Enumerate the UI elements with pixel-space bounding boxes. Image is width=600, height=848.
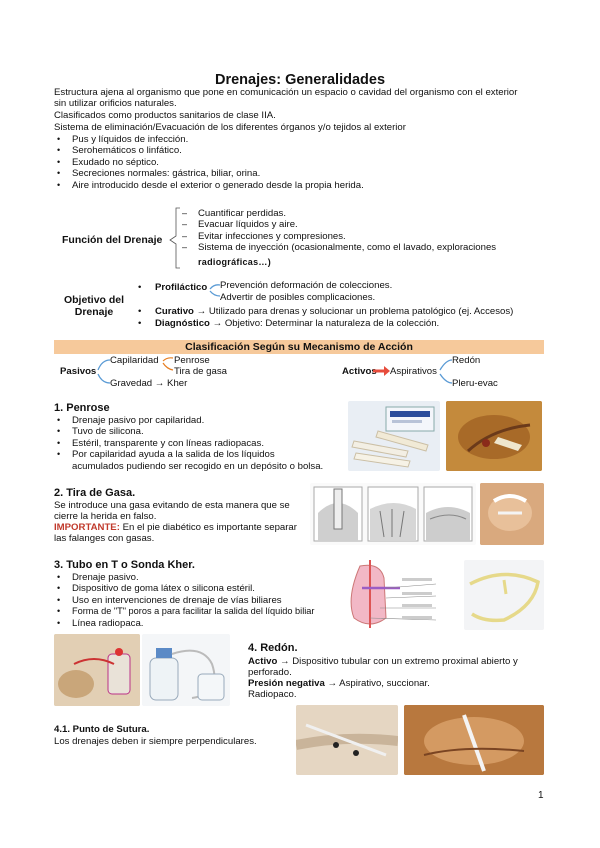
tira-line-3 bbox=[54, 522, 297, 533]
list-item: – Evitar infecciones y compresiones. bbox=[180, 231, 496, 242]
diagnostico-label: Diagnóstico bbox=[155, 318, 210, 329]
funcion-label: Función del Drenaje bbox=[62, 234, 163, 246]
sutura-text: Los drenajes deben ir siempre perpendiculares. bbox=[54, 736, 257, 747]
kher-tube-image bbox=[464, 560, 544, 630]
redon-label: Redón bbox=[452, 355, 481, 366]
capilaridad-label: Capilaridad bbox=[110, 355, 159, 366]
list-item: • Drenaje pasivo. bbox=[54, 572, 314, 583]
redon-heading: 4. Redón. bbox=[248, 642, 298, 654]
importante-label: IMPORTANTE: bbox=[54, 522, 120, 533]
list-item: – Sistema de inyección (ocasionalmente, como el lavado, exploraciones bbox=[180, 242, 496, 253]
redon-presion-text: → Aspirativo, succionar. bbox=[324, 678, 430, 689]
funcion-item-4-cont: radiográficas…) bbox=[198, 257, 272, 267]
list-item: • Dispositivo de goma látex o silicona estéril. bbox=[54, 583, 314, 594]
profilactico-label: Profiláctico bbox=[155, 282, 208, 293]
redon-patient-image bbox=[54, 634, 140, 706]
redon-activo-text: → Dispositivo tubular con un extremo proximal abierto y bbox=[277, 656, 518, 667]
curativo-label: Curativo bbox=[155, 306, 194, 317]
sutura-heading: 4.1. Punto de Sutura. bbox=[54, 724, 150, 735]
clasificacion-banner: Clasificación Según su Mecanismo de Acción bbox=[54, 340, 544, 354]
tira-heading: 2. Tira de Gasa. bbox=[54, 487, 136, 499]
penrose-package-image bbox=[348, 401, 440, 471]
page-title: Drenajes: Generalidades bbox=[214, 72, 386, 88]
list-item: • Tuvo de silicona. bbox=[54, 426, 275, 437]
tira-line-2: cierre la herida en falso. bbox=[54, 511, 157, 522]
list-item: • Secreciones normales: gástrica, biliar, orina. bbox=[54, 168, 364, 179]
page-number: 1 bbox=[538, 790, 544, 801]
list-item: • Por capilaridad ayuda a la salida de los líquidos bbox=[54, 449, 275, 460]
redon-presion-line bbox=[248, 678, 430, 689]
curativo-text: → Utilizado para drenas y solucionar un problema patológico (ej. Accesos) bbox=[196, 306, 514, 317]
tira-line-3-text: En el pie diabético es importante separar bbox=[119, 522, 297, 533]
objetivo-label-1: Objetivo del bbox=[63, 294, 125, 306]
list-item: • Aire introducido desde el exterior o generado desde la propia herida. bbox=[54, 180, 364, 191]
list-item: • Forma de "T" poros a para facilitar la salida del líquido biliar bbox=[54, 606, 314, 617]
profilactico-a: Prevención deformación de colecciones. bbox=[220, 280, 393, 291]
activos-label: Activos bbox=[342, 366, 377, 377]
objetivo-label-2: Drenaje bbox=[74, 306, 114, 318]
tira-line-1: Se introduce una gasa evitando de esta manera que se bbox=[54, 500, 290, 511]
sutura-image-2 bbox=[404, 705, 544, 775]
intro-line-4: Sistema de eliminación/Evacuación de los diferentes órganos y/o tejidos al exterior bbox=[54, 122, 406, 133]
penrose-label: Penrose bbox=[174, 355, 210, 366]
diagnostico-text: → Objetivo: Determinar la naturaleza de la colección. bbox=[212, 318, 440, 329]
list-item: – Evacuar líquidos y aire. bbox=[180, 219, 496, 230]
list-item: • Serohemáticos o linfático. bbox=[54, 145, 364, 156]
penrose-list bbox=[54, 415, 275, 461]
bullet-dot: • bbox=[138, 282, 142, 293]
list-item: – Cuantificar perdidas. bbox=[180, 208, 496, 219]
tira-foot-image bbox=[480, 483, 544, 545]
penrose-heading: 1. Penrose bbox=[54, 402, 110, 414]
sutura-image-1 bbox=[296, 705, 398, 775]
bullet-dot: • bbox=[138, 306, 142, 317]
kher-anatomy-image bbox=[340, 558, 440, 632]
aspirativos-label: Aspirativos bbox=[390, 366, 437, 377]
penrose-cont: acumulados pudiendo ser recogido en un depósito o bolsa. bbox=[72, 461, 324, 472]
bullet-dot: • bbox=[138, 318, 142, 329]
redon-activo-label: Activo bbox=[248, 656, 278, 667]
list-item: • Pus y líquidos de infección. bbox=[54, 134, 364, 145]
redon-bottle-image bbox=[142, 634, 230, 706]
list-item: • Exudado no séptico. bbox=[54, 157, 364, 168]
penrose-wound-image bbox=[446, 401, 542, 471]
redon-presion-label: Presión negativa bbox=[248, 678, 325, 689]
intro-line-2: sin utilizar orificios naturales. bbox=[54, 98, 177, 109]
profilactico-b: Advertir de posibles complicaciones. bbox=[220, 292, 376, 303]
gravedad-label: Gravedad → Kher bbox=[110, 378, 188, 389]
list-item: • Drenaje pasivo por capilaridad. bbox=[54, 415, 275, 426]
intro-line-1: Estructura ajena al organismo que pone en comunicación un espacio o cavidad del organismo con el exterior bbox=[54, 87, 518, 98]
list-item: • Línea radiopaca. bbox=[54, 618, 314, 629]
tira-label: Tira de gasa bbox=[174, 366, 227, 377]
kher-list bbox=[54, 572, 314, 629]
redon-activo-cont: perforado. bbox=[248, 667, 292, 678]
pleuroevac-label: Pleru-evac bbox=[452, 378, 498, 389]
redon-activo-line bbox=[248, 656, 518, 667]
kher-heading: 3. Tubo en T o Sonda Kher. bbox=[54, 559, 195, 571]
list-item: • Uso en intervenciones de drenaje de vías biliares bbox=[54, 595, 314, 606]
pasivos-label: Pasivos bbox=[60, 366, 97, 377]
list-item: • Estéril, transparente y con líneas radiopacas. bbox=[54, 438, 275, 449]
intro-line-3: Clasificados como productos sanitarios de clase IIA. bbox=[54, 110, 276, 121]
redon-radiopaco: Radiopaco. bbox=[248, 689, 297, 700]
tira-diagram-image bbox=[310, 483, 476, 545]
tira-line-4: las falanges con gasas. bbox=[54, 533, 155, 544]
